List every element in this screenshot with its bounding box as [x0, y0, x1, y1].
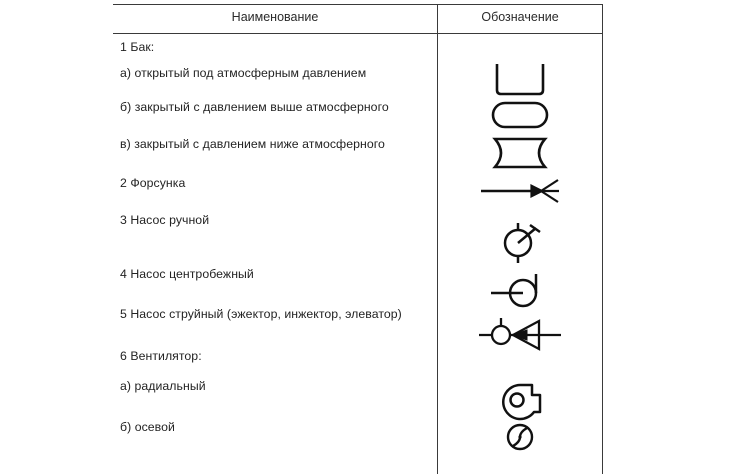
- table-row-label-tank-pressure-above: б) закрытый с давлением выше атмосферного: [120, 100, 389, 114]
- symbol-cell-nozzle: [438, 176, 602, 206]
- table-row-label-centrifugal-pump: 4 Насос центробежный: [120, 267, 254, 281]
- table-row-label-fan-radial: а) радиальный: [120, 379, 206, 393]
- symbol-cell-tank-open: [438, 62, 602, 96]
- table-row-label-tank-pressure-below: в) закрытый с давлением ниже атмосферного: [120, 137, 385, 151]
- symbol-cell-fan-axial: [438, 420, 602, 454]
- rounded-closed-vessel-icon: [490, 100, 550, 130]
- column-header-symbol: Обозначение: [481, 10, 559, 24]
- symbol-cell-tank-closed-above: [438, 100, 602, 130]
- table-row-label-tank-group: 1 Бак:: [120, 40, 155, 54]
- table-top-border: [113, 4, 603, 5]
- table-row-label-tank-open: а) открытый под атмосферным давлением: [120, 66, 367, 80]
- centrifugal-pump-icon: [485, 270, 555, 310]
- hand-pump-circle-lever-icon: [496, 217, 544, 265]
- concave-vacuum-vessel-icon: [491, 137, 549, 169]
- symbol-cell-fan-radial: [438, 379, 602, 419]
- symbol-cell-manual-pump: [438, 217, 602, 265]
- table-right-border: [602, 4, 603, 474]
- axial-fan-propeller-icon: [503, 420, 537, 454]
- symbol-table: [113, 4, 603, 474]
- table-row-label-manual-pump: 3 Насос ручной: [120, 213, 210, 227]
- table-row-label-nozzle: 2 Форсунка: [120, 176, 186, 190]
- table-row-label-fan-group: 6 Вентилятор:: [120, 349, 202, 363]
- jet-pump-ejector-icon: [477, 313, 563, 351]
- spray-nozzle-icon: [479, 176, 561, 206]
- table-row-label-jet-pump: 5 Насос струйный (эжектор, инжектор, элеватор): [120, 307, 402, 321]
- radial-fan-volute-icon: [494, 379, 546, 419]
- table-header-divider: [113, 33, 603, 34]
- open-top-vessel-icon: [491, 62, 549, 96]
- symbol-cell-jet-pump: [438, 313, 602, 351]
- column-header-name: Наименование: [231, 10, 319, 24]
- symbol-cell-centrifugal-pump: [438, 270, 602, 310]
- table-row-label-fan-axial: б) осевой: [120, 420, 175, 434]
- symbol-cell-tank-closed-below: [438, 137, 602, 169]
